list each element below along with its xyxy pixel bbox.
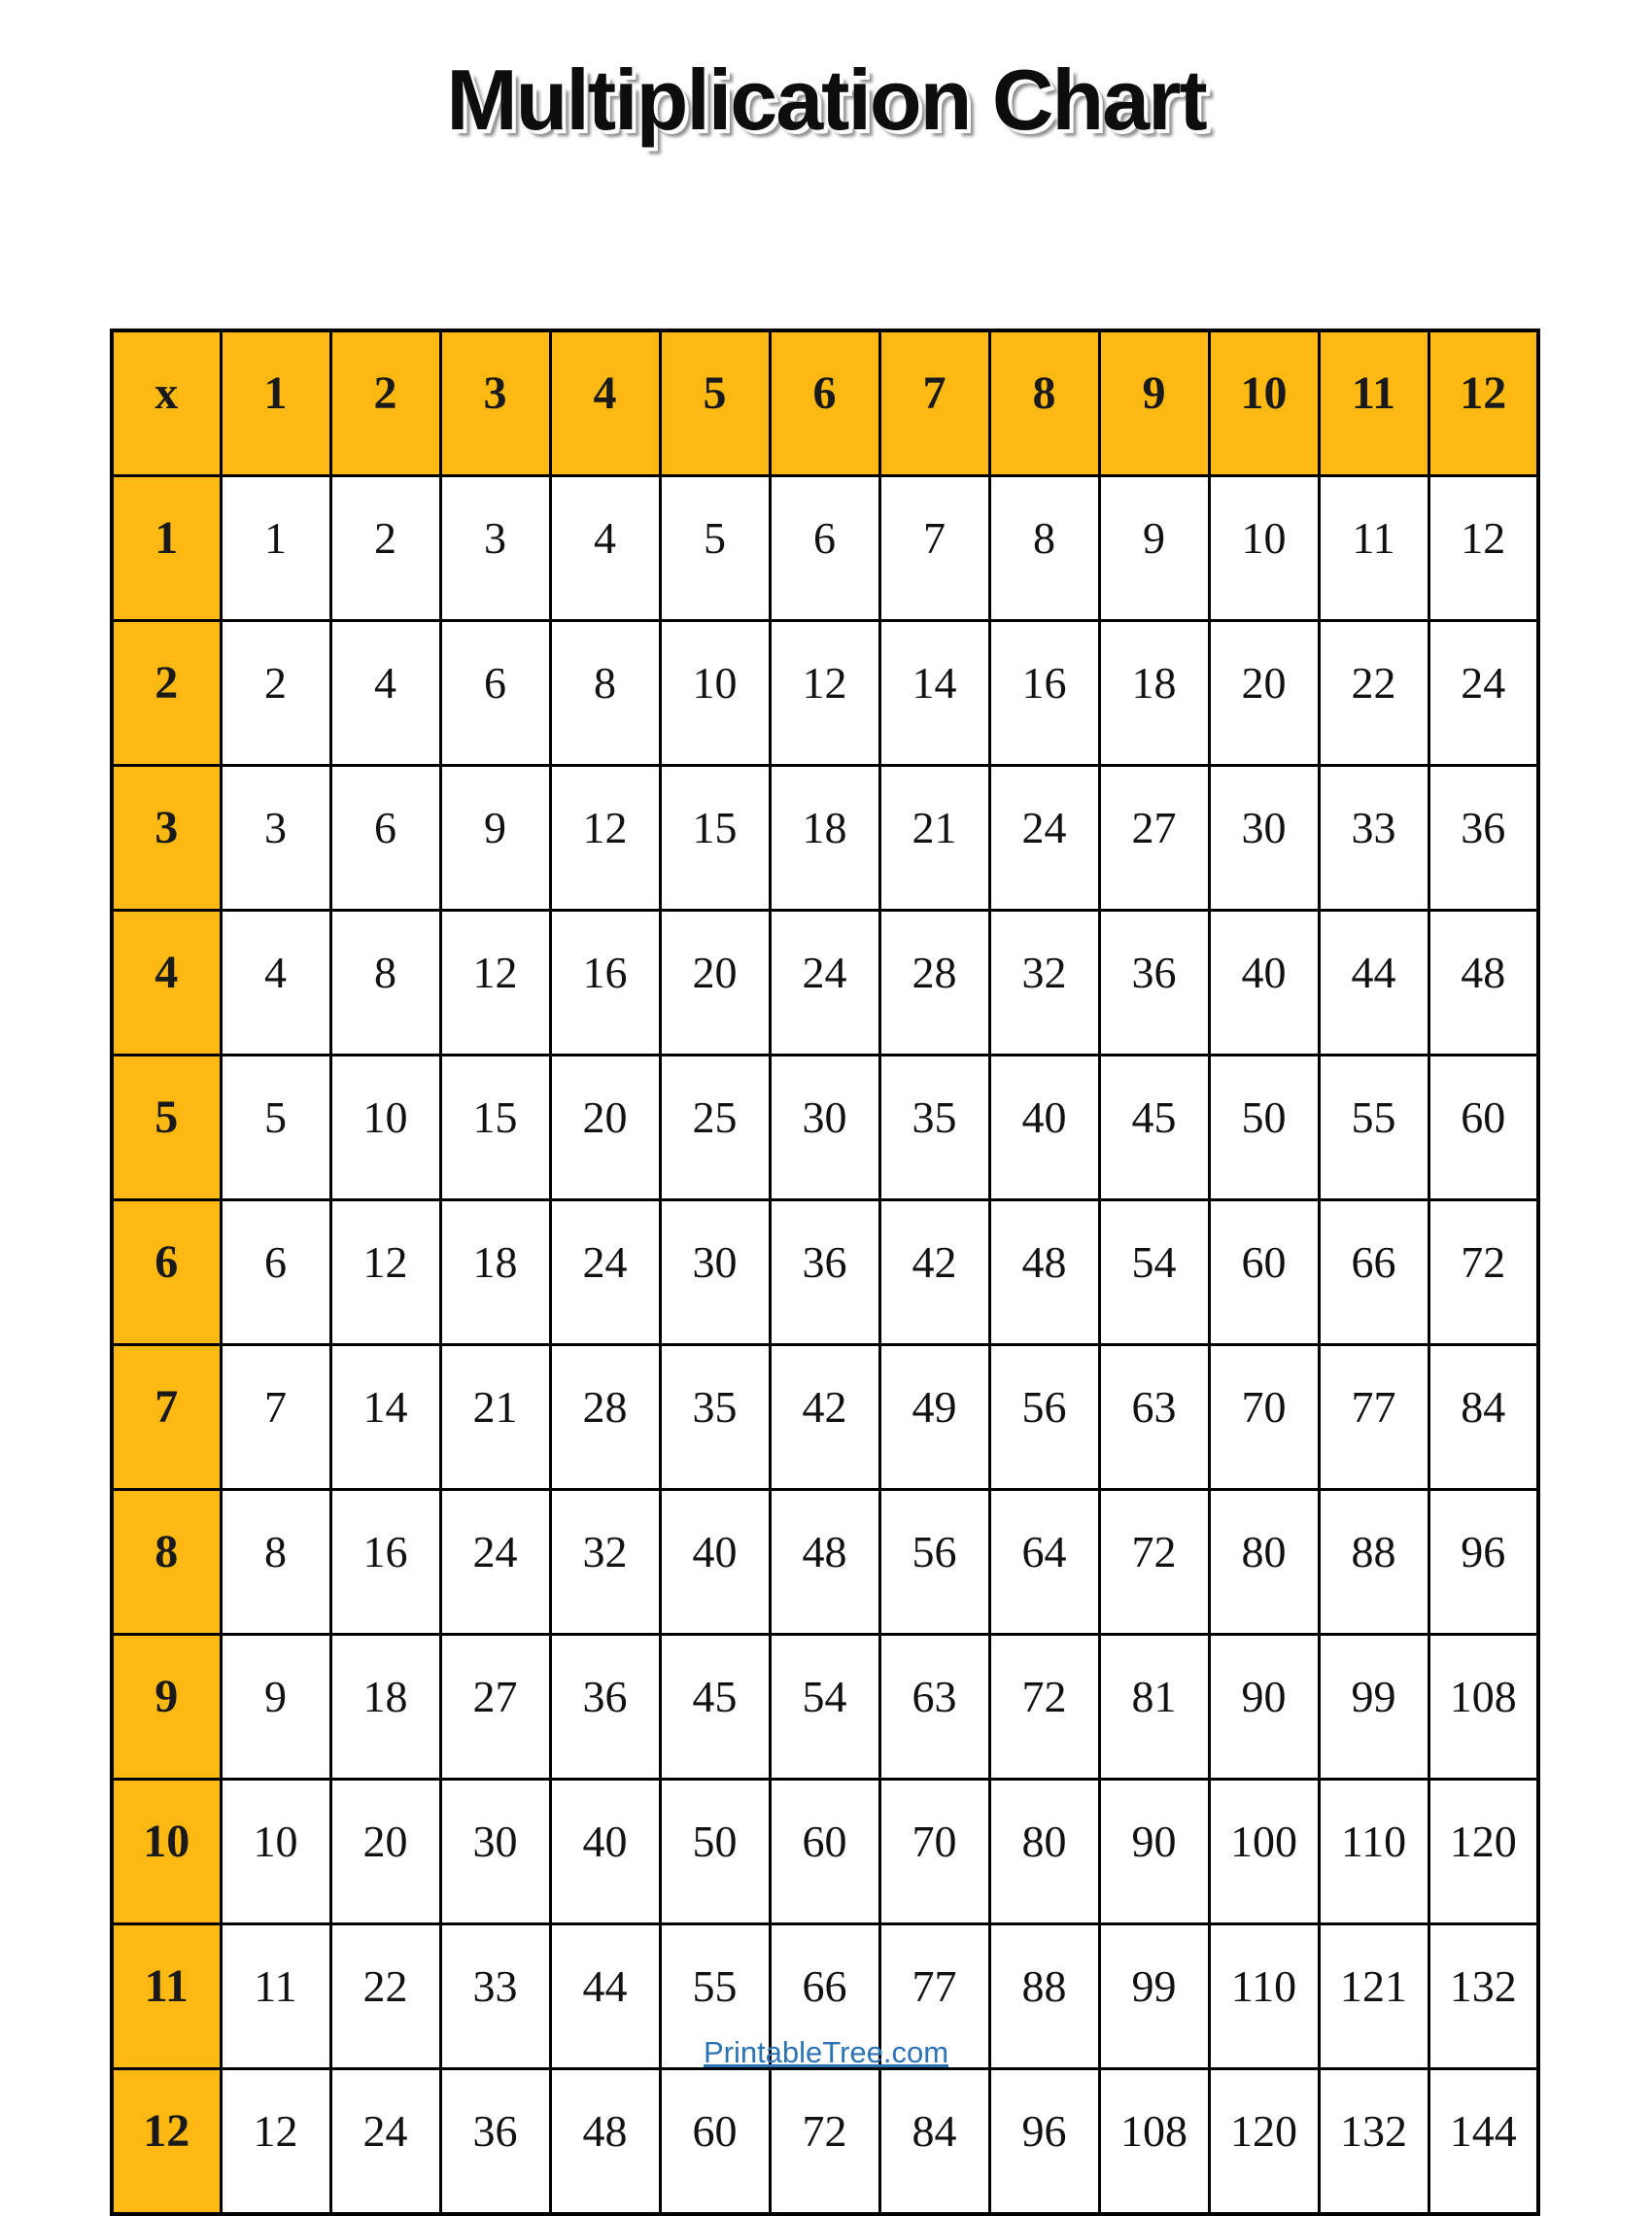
product-cell: 44 [1319,911,1428,1056]
product-cell: 36 [1099,911,1209,1056]
product-cell: 70 [1209,1345,1319,1490]
product-cell: 40 [550,1780,660,1924]
product-cell: 12 [770,621,879,766]
product-cell: 96 [989,2069,1099,2215]
product-cell: 20 [1209,621,1319,766]
table-row [112,911,1538,1056]
product-cell: 8 [330,911,440,1056]
product-cell: 36 [770,1200,879,1345]
row-header-cell: 4 [112,911,221,1056]
row-header-cell: 9 [112,1635,221,1780]
product-cell: 60 [1428,1056,1538,1200]
product-cell: 49 [879,1345,989,1490]
product-cell: 72 [989,1635,1099,1780]
product-cell: 10 [660,621,770,766]
product-cell: 30 [770,1056,879,1200]
product-cell: 54 [770,1635,879,1780]
row-header-cell: 5 [112,1056,221,1200]
product-cell: 48 [1428,911,1538,1056]
multiplication-table-container [110,329,1540,2216]
product-cell: 4 [330,621,440,766]
product-cell: 42 [770,1345,879,1490]
product-cell: 4 [221,911,330,1056]
product-cell: 88 [1319,1490,1428,1635]
product-cell: 60 [1209,1200,1319,1345]
product-cell: 5 [660,476,770,621]
product-cell: 5 [221,1056,330,1200]
product-cell: 7 [221,1345,330,1490]
product-cell: 36 [550,1635,660,1780]
product-cell: 90 [1209,1635,1319,1780]
product-cell: 20 [660,911,770,1056]
column-header-cell: 1 [221,330,330,476]
product-cell: 10 [221,1780,330,1924]
product-cell: 108 [1099,2069,1209,2215]
product-cell: 66 [770,1924,879,2069]
table-row [112,1780,1538,1924]
product-cell: 36 [1428,766,1538,911]
product-cell: 2 [221,621,330,766]
product-cell: 30 [440,1780,550,1924]
product-cell: 81 [1099,1635,1209,1780]
product-cell: 48 [770,1490,879,1635]
product-cell: 14 [330,1345,440,1490]
row-header-cell: 2 [112,621,221,766]
product-cell: 3 [440,476,550,621]
product-cell: 15 [660,766,770,911]
table-row [112,1635,1538,1780]
product-cell: 96 [1428,1490,1538,1635]
product-cell: 108 [1428,1635,1538,1780]
footer [0,2035,1652,2070]
product-cell: 120 [1209,2069,1319,2215]
product-cell: 56 [879,1490,989,1635]
product-cell: 66 [1319,1200,1428,1345]
product-cell: 80 [989,1780,1099,1924]
product-cell: 12 [1428,476,1538,621]
product-cell: 48 [550,2069,660,2215]
table-row [112,1056,1538,1200]
product-cell: 99 [1319,1635,1428,1780]
product-cell: 28 [550,1345,660,1490]
column-header-cell: 7 [879,330,989,476]
product-cell: 12 [440,911,550,1056]
column-header-cell: 10 [1209,330,1319,476]
row-header-cell: 1 [112,476,221,621]
multiplication-table [110,329,1540,2216]
product-cell: 132 [1319,2069,1428,2215]
product-cell: 72 [1428,1200,1538,1345]
product-cell: 6 [440,621,550,766]
product-cell: 9 [440,766,550,911]
column-header-cell: 2 [330,330,440,476]
column-header-cell: 9 [1099,330,1209,476]
product-cell: 12 [330,1200,440,1345]
product-cell: 24 [1428,621,1538,766]
product-cell: 42 [879,1200,989,1345]
product-cell: 18 [440,1200,550,1345]
product-cell: 84 [879,2069,989,2215]
product-cell: 40 [989,1056,1099,1200]
product-cell: 110 [1209,1924,1319,2069]
product-cell: 4 [550,476,660,621]
product-cell: 121 [1319,1924,1428,2069]
product-cell: 55 [1319,1056,1428,1200]
product-cell: 54 [1099,1200,1209,1345]
product-cell: 6 [770,476,879,621]
footer-link[interactable]: PrintableTree.com [703,2035,949,2069]
table-row [112,1345,1538,1490]
product-cell: 8 [989,476,1099,621]
column-header-cell: 6 [770,330,879,476]
column-header-cell: 8 [989,330,1099,476]
product-cell: 33 [1319,766,1428,911]
product-cell: 100 [1209,1780,1319,1924]
product-cell: 3 [221,766,330,911]
row-header-cell: 6 [112,1200,221,1345]
product-cell: 11 [221,1924,330,2069]
product-cell: 63 [879,1635,989,1780]
product-cell: 1 [221,476,330,621]
product-cell: 16 [989,621,1099,766]
product-cell: 88 [989,1924,1099,2069]
product-cell: 60 [770,1780,879,1924]
product-cell: 24 [770,911,879,1056]
table-row [112,1200,1538,1345]
product-cell: 35 [660,1345,770,1490]
table-row [112,2069,1538,2215]
product-cell: 9 [1099,476,1209,621]
product-cell: 20 [550,1056,660,1200]
column-header-cell: 3 [440,330,550,476]
product-cell: 16 [550,911,660,1056]
product-cell: 50 [660,1780,770,1924]
product-cell: 24 [440,1490,550,1635]
product-cell: 22 [330,1924,440,2069]
product-cell: 70 [879,1780,989,1924]
product-cell: 21 [879,766,989,911]
product-cell: 7 [879,476,989,621]
product-cell: 50 [1209,1056,1319,1200]
product-cell: 15 [440,1056,550,1200]
table-body [112,476,1538,2215]
product-cell: 99 [1099,1924,1209,2069]
product-cell: 8 [550,621,660,766]
column-header-cell: 4 [550,330,660,476]
product-cell: 8 [221,1490,330,1635]
product-cell: 14 [879,621,989,766]
product-cell: 55 [660,1924,770,2069]
product-cell: 56 [989,1345,1099,1490]
product-cell: 120 [1428,1780,1538,1924]
page-title: Multiplication Chart [446,52,1206,148]
column-header-cell: 12 [1428,330,1538,476]
product-cell: 20 [330,1780,440,1924]
corner-cell: x [112,330,221,476]
product-cell: 6 [221,1200,330,1345]
product-cell: 45 [660,1635,770,1780]
product-cell: 16 [330,1490,440,1635]
product-cell: 35 [879,1056,989,1200]
product-cell: 110 [1319,1780,1428,1924]
column-header-cell: 11 [1319,330,1428,476]
product-cell: 132 [1428,1924,1538,2069]
product-cell: 77 [1319,1345,1428,1490]
column-header-cell: 5 [660,330,770,476]
product-cell: 22 [1319,621,1428,766]
row-header-cell: 3 [112,766,221,911]
product-cell: 36 [440,2069,550,2215]
product-cell: 27 [440,1635,550,1780]
product-cell: 2 [330,476,440,621]
product-cell: 44 [550,1924,660,2069]
product-cell: 12 [221,2069,330,2215]
product-cell: 18 [770,766,879,911]
table-row [112,1490,1538,1635]
product-cell: 33 [440,1924,550,2069]
product-cell: 40 [660,1490,770,1635]
product-cell: 11 [1319,476,1428,621]
product-cell: 18 [1099,621,1209,766]
table-header [112,330,1538,476]
product-cell: 77 [879,1924,989,2069]
table-row [112,476,1538,621]
product-cell: 10 [1209,476,1319,621]
product-cell: 27 [1099,766,1209,911]
row-header-cell: 7 [112,1345,221,1490]
product-cell: 25 [660,1056,770,1200]
product-cell: 9 [221,1635,330,1780]
product-cell: 30 [1209,766,1319,911]
product-cell: 72 [770,2069,879,2215]
product-cell: 84 [1428,1345,1538,1490]
row-header-cell: 8 [112,1490,221,1635]
product-cell: 10 [330,1056,440,1200]
product-cell: 24 [550,1200,660,1345]
row-header-cell: 11 [112,1924,221,2069]
product-cell: 21 [440,1345,550,1490]
product-cell: 144 [1428,2069,1538,2215]
product-cell: 48 [989,1200,1099,1345]
product-cell: 32 [989,911,1099,1056]
product-cell: 45 [1099,1056,1209,1200]
header-row [112,330,1538,476]
product-cell: 64 [989,1490,1099,1635]
product-cell: 24 [989,766,1099,911]
product-cell: 90 [1099,1780,1209,1924]
product-cell: 72 [1099,1490,1209,1635]
product-cell: 40 [1209,911,1319,1056]
product-cell: 12 [550,766,660,911]
product-cell: 32 [550,1490,660,1635]
product-cell: 28 [879,911,989,1056]
row-header-cell: 10 [112,1780,221,1924]
product-cell: 30 [660,1200,770,1345]
product-cell: 63 [1099,1345,1209,1490]
product-cell: 80 [1209,1490,1319,1635]
product-cell: 18 [330,1635,440,1780]
row-header-cell: 12 [112,2069,221,2215]
product-cell: 24 [330,2069,440,2215]
product-cell: 60 [660,2069,770,2215]
table-row [112,621,1538,766]
table-row [112,766,1538,911]
product-cell: 6 [330,766,440,911]
